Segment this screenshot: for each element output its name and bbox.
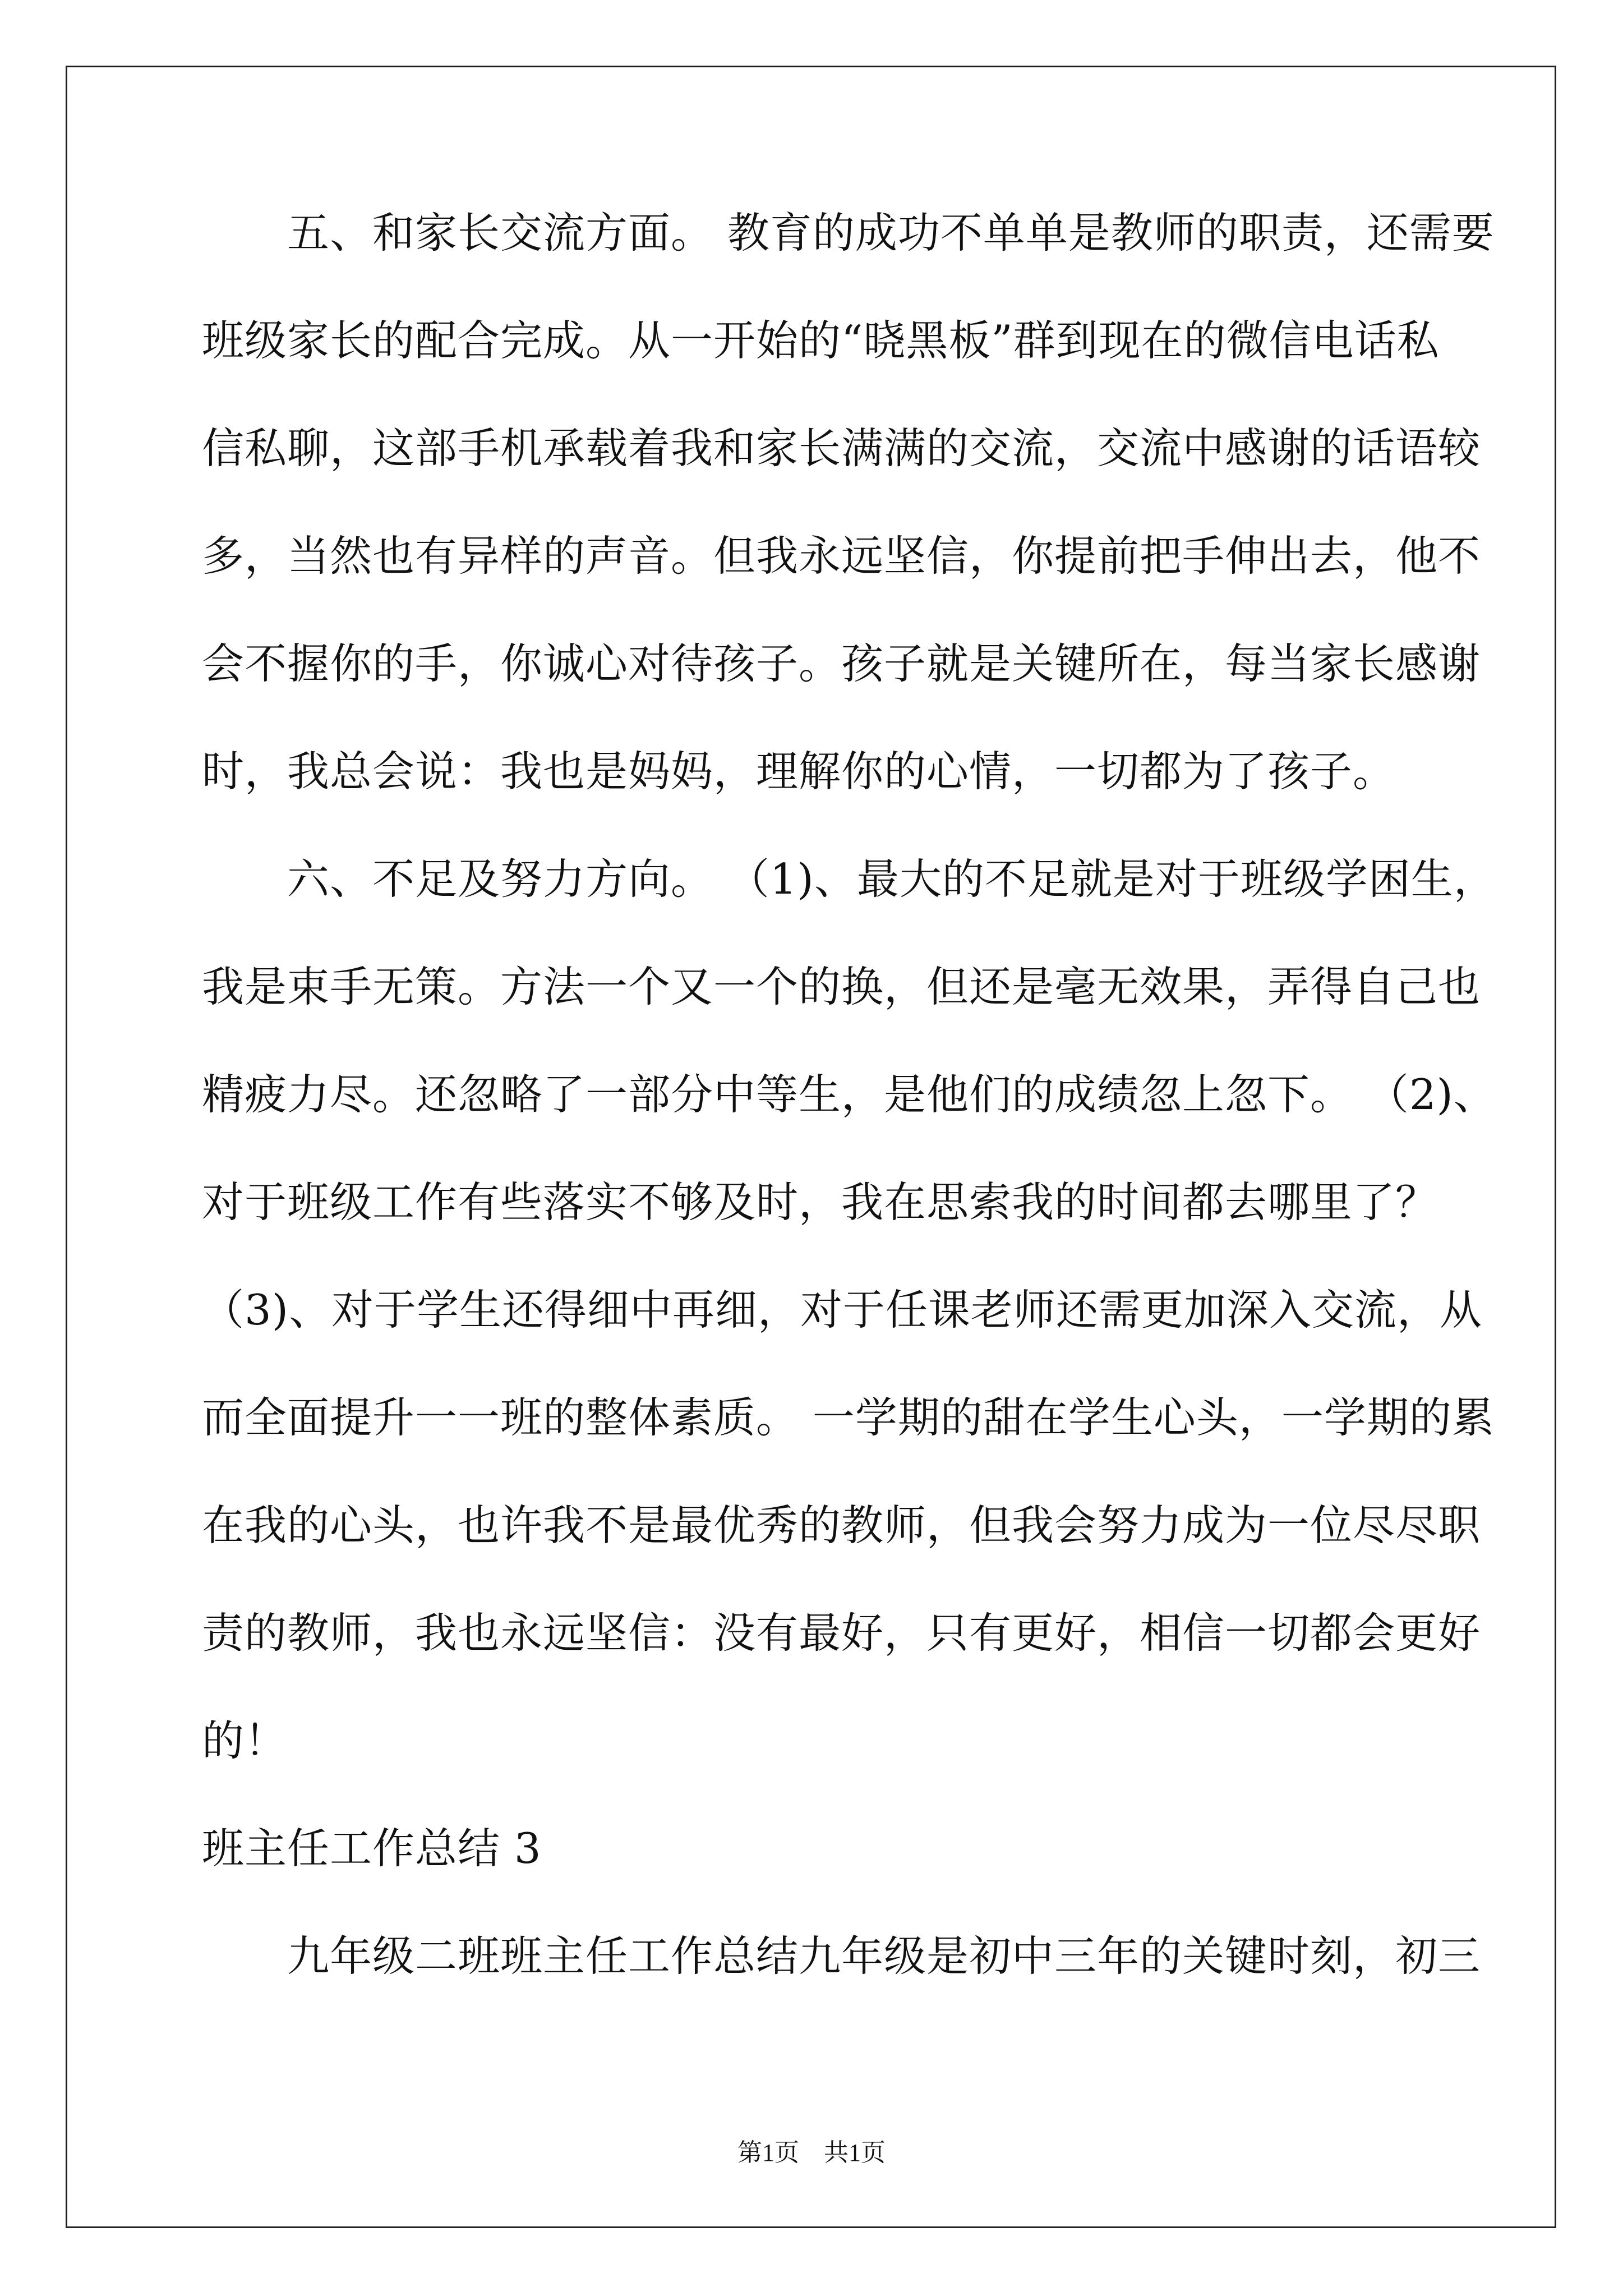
paragraph-line: 六、不足及努力方向。 （1)、最大的不足就是对于班级学困生， — [202, 854, 1496, 904]
paragraph-line: 在我的心头，也许我不是最优秀的教师，但我会努力成为一位尽尽职 — [202, 1501, 1481, 1550]
paragraph-line: 对于班级工作有些落实不够及时，我在思索我的时间都去哪里了？ — [202, 1177, 1438, 1227]
paragraph-line: 信私聊，这部手机承载着我和家长满满的交流，交流中感谢的话语较 — [202, 424, 1481, 473]
paragraph-line: （3)、对于学生还得细中再细，对于任课老师还需更加深入交流，从 — [202, 1285, 1482, 1335]
page-border — [66, 66, 1556, 2228]
paragraph-line: 而全面提升一一班的整体素质。 一学期的甜在学生心头，一学期的累 — [202, 1393, 1495, 1442]
paragraph-line: 五、和家长交流方面。 教育的成功不单单是教师的职责，还需要 — [202, 208, 1495, 257]
paragraph-line: 班级家长的配合完成。从一开始的“晓黑板”群到现在的微信电话私 — [202, 316, 1440, 365]
paragraph-line: 我是束手无策。方法一个又一个的换，但还是毫无效果，弄得自己也 — [202, 962, 1481, 1011]
paragraph-line: 责的教师，我也永远坚信：没有最好，只有更好，相信一切都会更好 — [202, 1608, 1481, 1658]
paragraph-line: 九年级二班班主任工作总结九年级是初中三年的关键时刻，初三 — [202, 1931, 1481, 1981]
paragraph-line: 的！ — [202, 1716, 288, 1765]
paragraph-line: 精疲力尽。还忽略了一部分中等生，是他们的成绩忽上忽下。 （2)、 — [202, 1070, 1496, 1119]
paragraph-line: 时，我总会说：我也是妈妈，理解你的心情，一切都为了孩子。 — [202, 747, 1396, 796]
paragraph-line: 会不握你的手，你诚心对待孩子。孩子就是关键所在，每当家长感谢 — [202, 639, 1481, 688]
section-heading: 班主任工作总结 3 — [202, 1824, 542, 1873]
page-footer: 第1页 共1页 — [737, 2139, 886, 2166]
paragraph-line: 多，当然也有异样的声音。但我永远坚信，你提前把手伸出去，他不 — [202, 531, 1481, 581]
